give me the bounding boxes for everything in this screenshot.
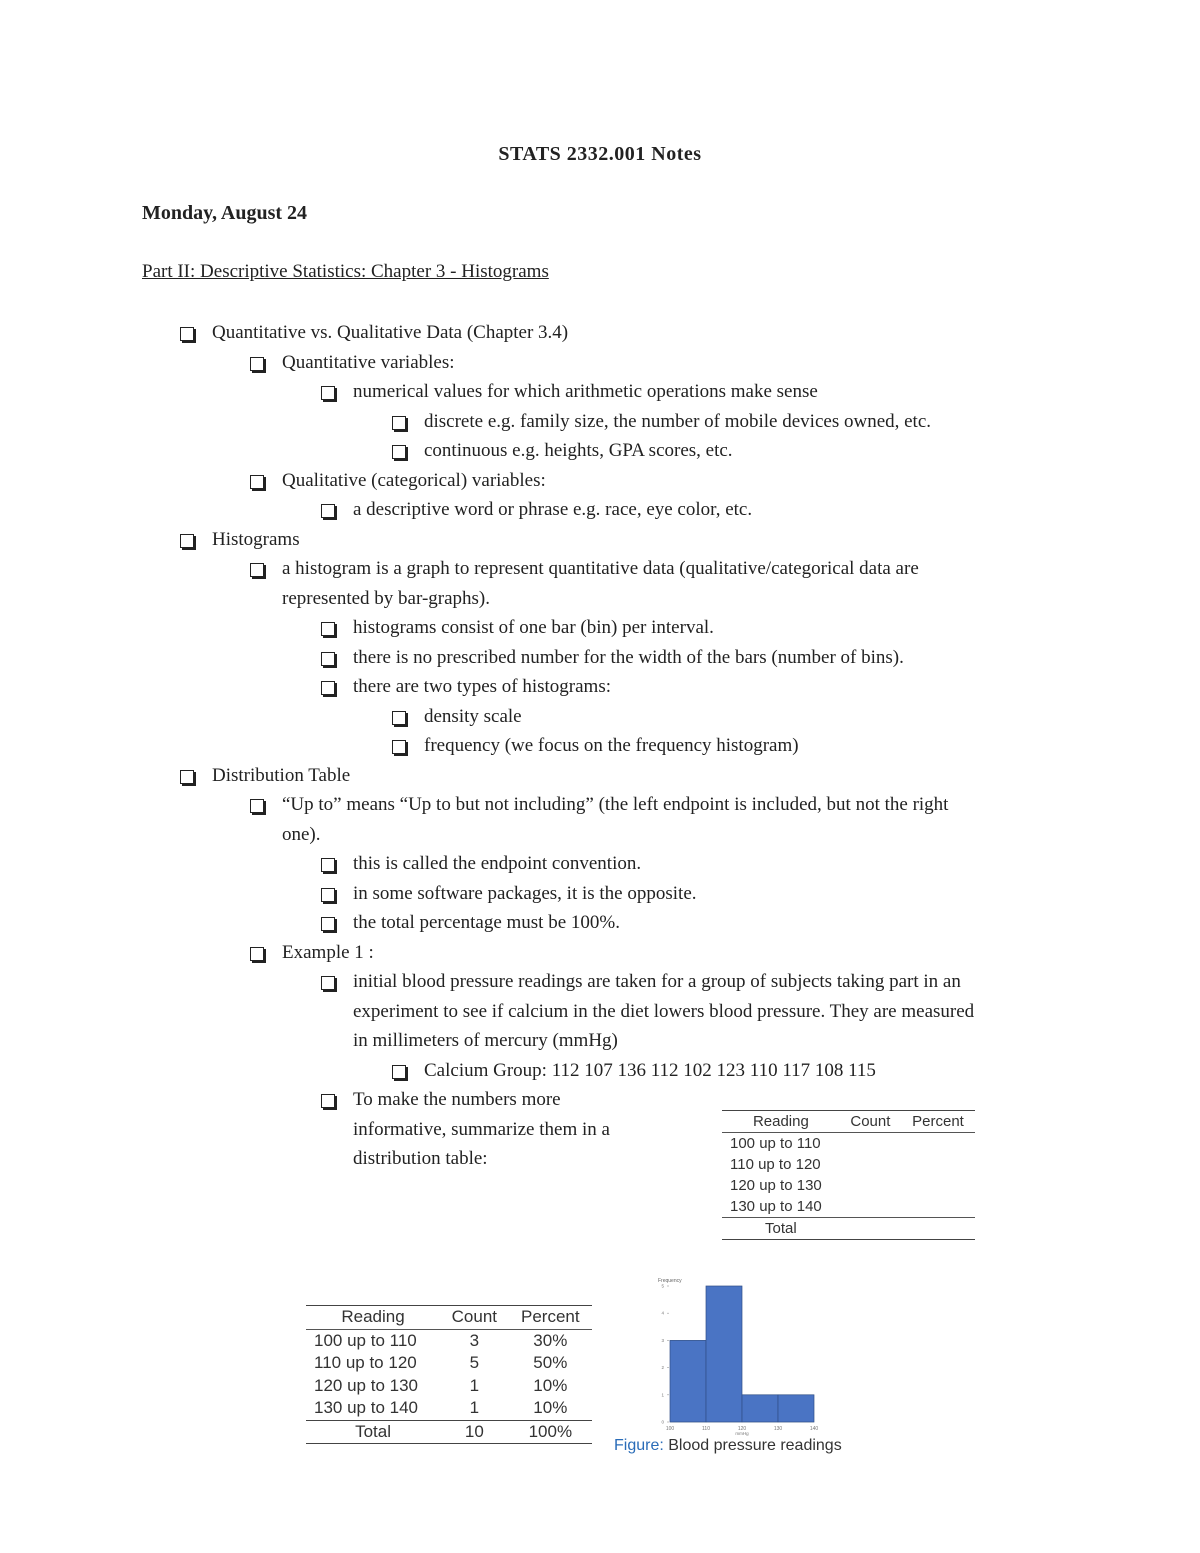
bullet-item: frequency (we focus on the frequency histogram)	[424, 735, 799, 756]
checkbox-icon	[392, 445, 406, 459]
bullet-item: there are two types of histograms:	[353, 676, 612, 697]
bullet-item: a histogram is a graph to represent quantitative data (qualitative/categorical data are	[282, 558, 919, 579]
table-row: 100 up to 110	[730, 1135, 821, 1152]
checkbox-icon	[180, 534, 194, 548]
x-tick-label: 130	[773, 1426, 783, 1432]
figure-caption	[614, 1437, 842, 1455]
page-title: STATS 2332.001 Notes	[498, 143, 702, 165]
checkbox-icon	[321, 858, 335, 872]
total-row: Total	[722, 1218, 975, 1240]
table-row: 120 up to 130 1 10%	[314, 1375, 568, 1395]
bullet-item-continuation: experiment to see if calcium in the diet lowers blood pressure. They are measured	[353, 1000, 975, 1022]
checkbox-icon	[180, 770, 194, 784]
total-row: Total 10 100%	[306, 1420, 592, 1444]
bullet-item: Histograms	[212, 528, 300, 550]
section-heading: Part II: Descriptive Statistics: Chapter 3 - Histograms	[142, 261, 549, 282]
bullet-item-continuation: in millimeters of mercury (mmHg)	[353, 1030, 618, 1051]
bullet-item: Distribution Table	[212, 764, 351, 786]
bullet-item: Qualitative (categorical) variables:	[282, 469, 546, 491]
checkbox-icon	[321, 652, 335, 666]
y-tick-label: 4	[661, 1310, 664, 1316]
histogram-bar-100-110	[670, 1340, 706, 1422]
col-header-count: Count	[440, 1306, 509, 1330]
checkbox-icon	[392, 740, 406, 754]
x-tick-label: 110	[702, 1426, 710, 1432]
table-row: 130 up to 140	[730, 1198, 822, 1215]
bullet-item: Quantitative variables:	[282, 351, 455, 373]
bullet-item: continuous e.g. heights, GPA scores, etc.	[424, 440, 733, 461]
bullet-item: discrete e.g. family size, the number of mobile devices owned, etc.	[424, 410, 932, 432]
bullet-item: To make the numbers more	[353, 1089, 561, 1110]
checkbox-icon	[321, 888, 335, 902]
x-tick-label: 140	[809, 1426, 819, 1432]
checkbox-icon	[321, 917, 335, 931]
checkbox-icon	[321, 681, 335, 695]
bullet-item: Example 1 :	[282, 941, 374, 963]
filled-distribution-table	[306, 1305, 592, 1444]
checkbox-icon	[250, 563, 264, 577]
bullet-item: Calcium Group: 112 107 136 112 102 123 110 117 108 115	[424, 1059, 876, 1081]
histogram-bar-110-120	[706, 1286, 742, 1422]
y-axis-label: Frequency	[658, 1278, 682, 1284]
bullet-item-continuation: represented by bar-graphs).	[282, 587, 490, 609]
checkbox-icon	[250, 799, 264, 813]
empty-distribution-table	[722, 1110, 975, 1240]
histogram-chart	[652, 1276, 822, 1436]
col-header-reading: Reading	[306, 1306, 440, 1330]
bullet-item: initial blood pressure readings are taken for a group of subjects taking part in an	[353, 971, 961, 992]
col-header-reading: Reading	[722, 1111, 840, 1133]
y-tick-label: 3	[661, 1337, 664, 1343]
table-row: 110 up to 120 5 50%	[314, 1353, 568, 1372]
y-tick-label: 2	[661, 1365, 664, 1371]
histogram-bar-130-140	[778, 1395, 814, 1422]
bullet-item-continuation: distribution table:	[353, 1148, 488, 1169]
bullet-item: numerical values for which arithmetic operations make sense	[353, 381, 818, 402]
bullet-item: there is no prescribed number for the width of the bars (number of bins).	[353, 646, 904, 668]
x-tick-label: 120	[737, 1426, 747, 1432]
col-header-count: Count	[840, 1111, 901, 1133]
bullet-item: “Up to” means “Up to but not including” (the left endpoint is included, but not the right	[282, 794, 949, 815]
bullet-item-continuation: informative, summarize them in a	[353, 1118, 610, 1140]
checkbox-icon	[321, 504, 335, 518]
y-tick-label: 5	[661, 1283, 664, 1289]
bullet-item: in some software packages, it is the opposite.	[353, 882, 697, 904]
bullet-item-continuation: one).	[282, 823, 321, 845]
x-axis-label: mmHg	[735, 1431, 749, 1436]
checkbox-icon	[392, 711, 406, 725]
bullet-item: a descriptive word or phrase e.g. race, eye color, etc.	[353, 499, 753, 520]
table-row: 130 up to 140 1 10%	[314, 1398, 568, 1417]
checkbox-icon	[250, 475, 264, 489]
date-heading: Monday, August 24	[142, 202, 308, 224]
bullet-item: the total percentage must be 100%.	[353, 912, 620, 933]
checkbox-icon	[321, 976, 335, 990]
y-tick-label: 0	[661, 1419, 664, 1425]
checkbox-icon	[321, 386, 335, 400]
checkbox-icon	[180, 327, 194, 341]
checkbox-icon	[250, 947, 264, 961]
caption-text: Blood pressure readings	[668, 1437, 842, 1454]
caption-label: Figure:	[614, 1437, 664, 1454]
bullet-item: this is called the endpoint convention.	[353, 853, 642, 874]
bullet-item: density scale	[424, 705, 522, 727]
col-header-percent: Percent	[901, 1111, 975, 1133]
checkbox-icon	[392, 1065, 406, 1079]
table-row: 100 up to 110 3 30%	[314, 1330, 568, 1350]
checkbox-icon	[392, 416, 406, 430]
checkbox-icon	[321, 1094, 335, 1108]
table-row: 120 up to 130	[730, 1177, 822, 1194]
bullet-item: Quantitative vs. Qualitative Data (Chapter 3.4)	[212, 322, 569, 343]
x-tick-label: 100	[665, 1426, 675, 1432]
checkbox-icon	[321, 622, 335, 636]
col-header-percent: Percent	[509, 1306, 592, 1330]
histogram-bar-120-130	[742, 1395, 778, 1422]
bullet-item: histograms consist of one bar (bin) per interval.	[353, 617, 714, 638]
table-row: 110 up to 120	[730, 1156, 821, 1173]
y-tick-label: 1	[661, 1392, 664, 1398]
checkbox-icon	[250, 357, 264, 371]
